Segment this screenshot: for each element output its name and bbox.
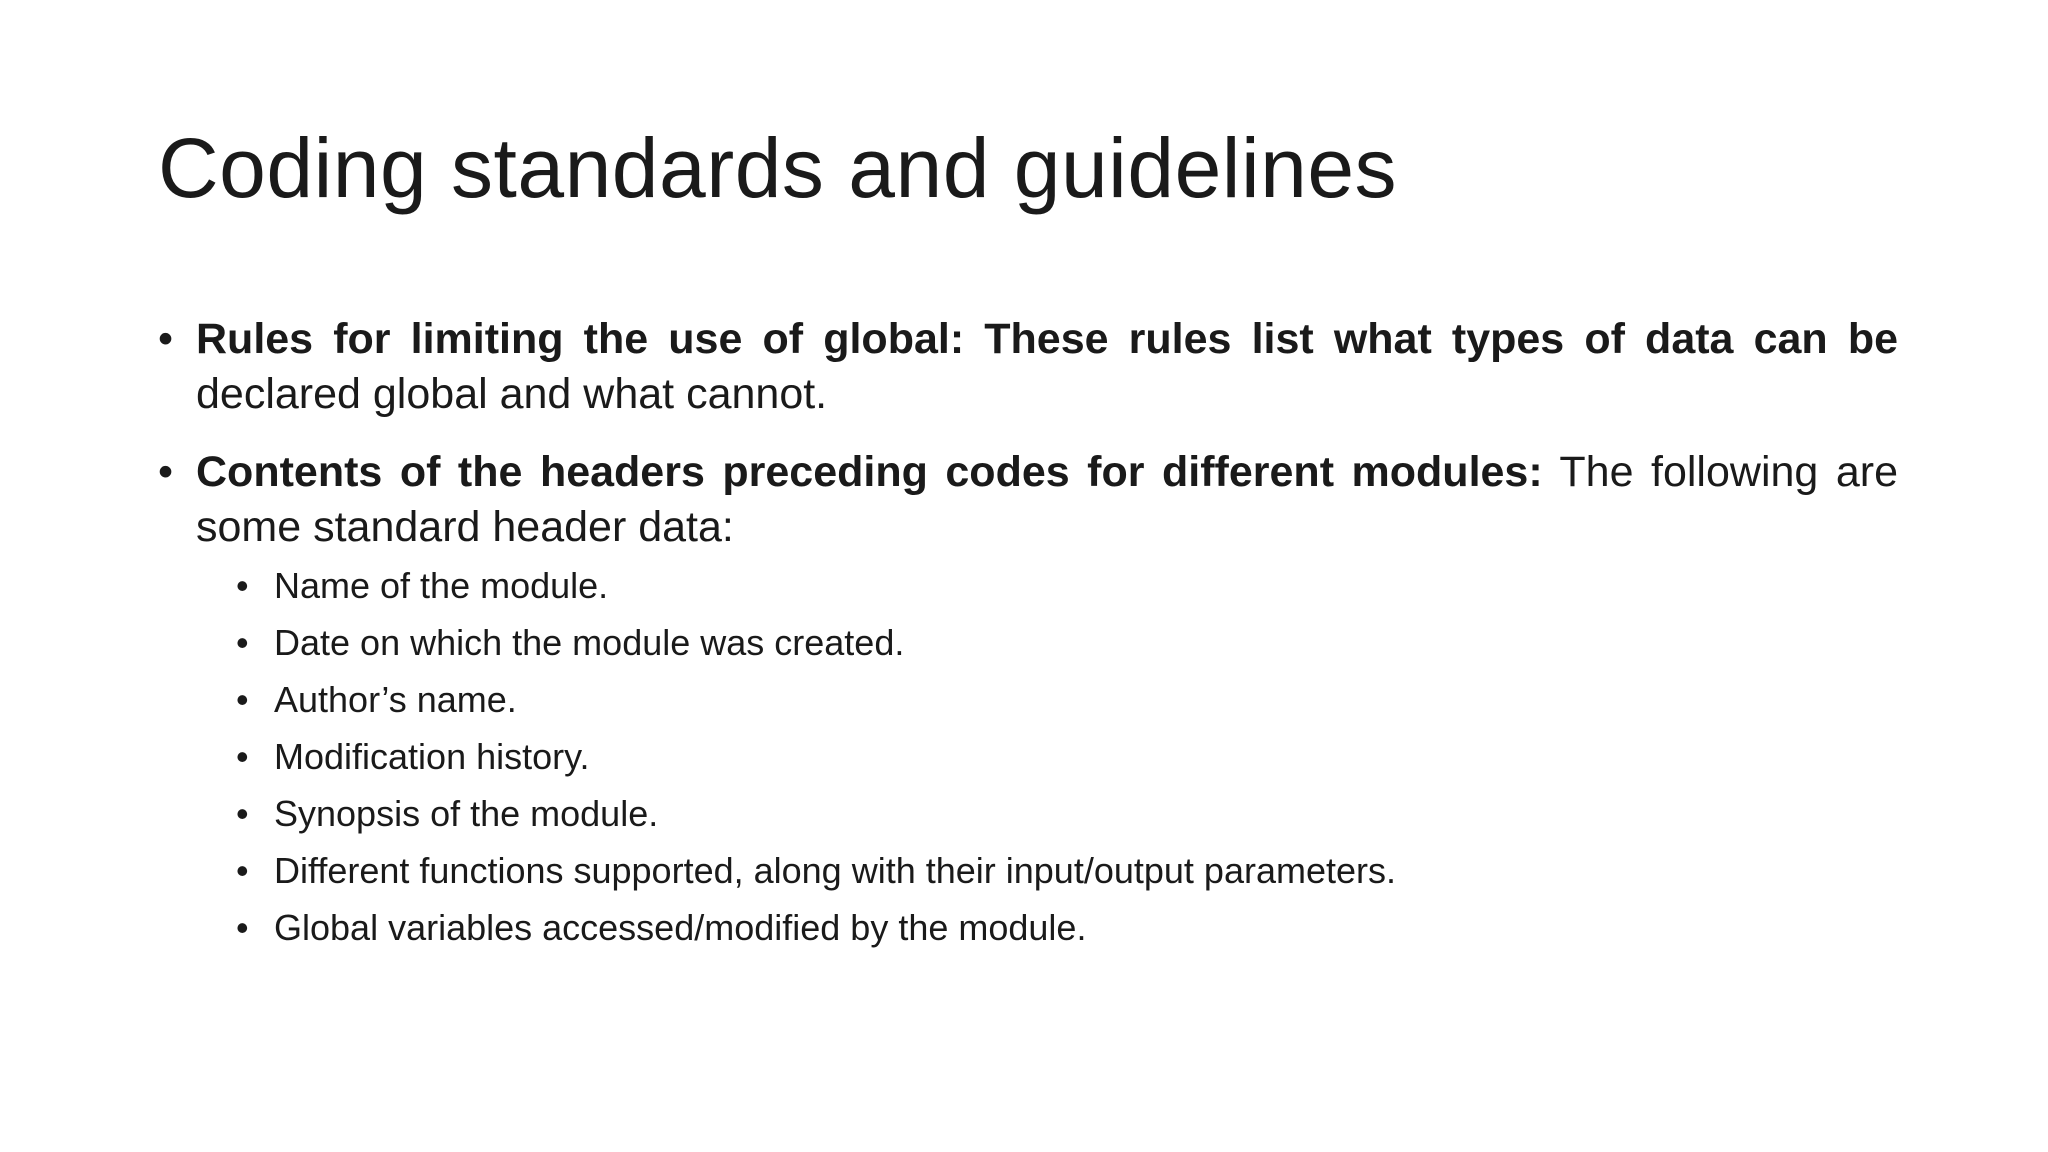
- bullet-bold-text: Rules for limiting the use of global: These rules list what types of data can be: [196, 315, 1898, 363]
- sub-bullet-item: [236, 849, 1898, 893]
- bullet-dot-icon: •: [158, 448, 174, 496]
- slide-body: [158, 312, 1898, 963]
- sub-bullet-text: Global variables accessed/modified by the module.: [274, 907, 1087, 948]
- sub-bullet-text: Name of the module.: [274, 565, 609, 606]
- sub-bullet-dot-icon: •: [236, 793, 249, 834]
- sub-bullet-item: [236, 792, 1898, 836]
- sub-bullet-text: Different functions supported, along with their input/output parameters.: [274, 850, 1396, 891]
- sub-bullet-item: [236, 621, 1898, 665]
- sub-bullet-item: [236, 906, 1898, 950]
- sub-bullet-item: [236, 564, 1898, 608]
- sub-bullet-dot-icon: •: [236, 736, 249, 777]
- sub-bullet-dot-icon: •: [236, 679, 249, 720]
- sub-bullet-dot-icon: •: [236, 565, 249, 606]
- bullet-item: [158, 445, 1898, 555]
- sub-bullet-item: [236, 678, 1898, 722]
- sub-bullet-dot-icon: •: [236, 622, 249, 663]
- bullet-item: [158, 312, 1898, 422]
- sub-bullet-text: Synopsis of the module.: [274, 793, 659, 834]
- slide-title: Coding standards and guidelines: [158, 121, 1398, 215]
- bullet-dot-icon: •: [158, 315, 174, 363]
- sub-bullet-text: Date on which the module was created.: [274, 622, 905, 663]
- sub-bullet-list: [158, 564, 1898, 950]
- sub-bullet-dot-icon: •: [236, 907, 249, 948]
- sub-bullet-text: Modification history.: [274, 736, 590, 777]
- sub-bullet-item: [236, 735, 1898, 779]
- bullet-bold-text: Contents of the headers preceding codes for different modules:: [196, 448, 1543, 496]
- sub-bullet-text: Author’s name.: [274, 679, 517, 720]
- bullet-text: The following are some standard header data:: [196, 448, 1899, 551]
- bullet-text: declared global and what cannot.: [196, 370, 828, 418]
- sub-bullet-dot-icon: •: [236, 850, 249, 891]
